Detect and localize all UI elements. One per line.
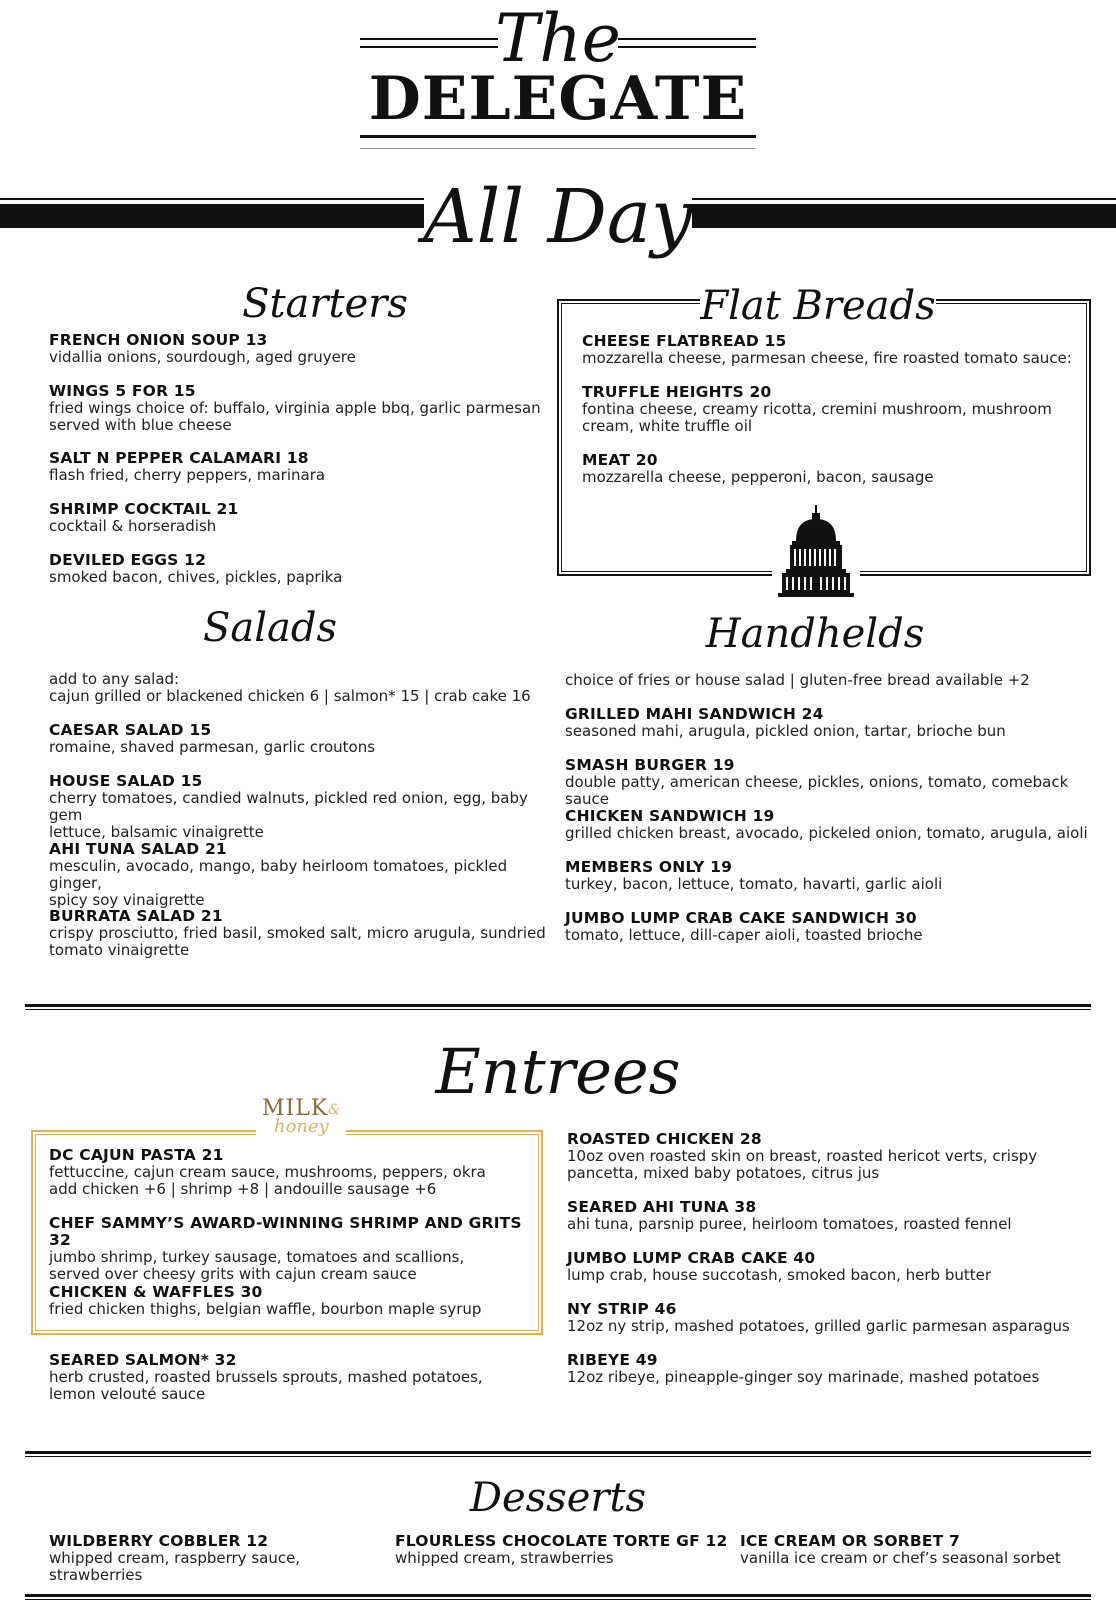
item-desc: pancetta, mixed baby potatoes, citrus jus [567, 1164, 880, 1182]
item-name: TRUFFLE HEIGHTS 20 [582, 383, 772, 401]
bottom-divider [25, 1594, 1091, 1600]
flatbreads-title: Flat Breads [700, 283, 936, 329]
menu-item [49, 773, 549, 841]
menu-item [565, 757, 1100, 808]
item-desc: tomato, lettuce, dill-caper aioli, toasted brioche [565, 926, 923, 944]
salad-addon [49, 671, 549, 705]
menu-title: All Day [423, 174, 693, 260]
item-desc: served over cheesy grits with cajun cream sauce [49, 1265, 417, 1283]
item-desc: jumbo shrimp, turkey sausage, tomatoes and scallions, [49, 1248, 465, 1266]
item-name: JUMBO LUMP CRAB CAKE SANDWICH 30 [565, 909, 917, 927]
item-desc: herb crusted, roasted brussels sprouts, mashed potatoes, [49, 1368, 483, 1386]
menu-item [49, 1147, 539, 1198]
logo-rule [360, 38, 498, 40]
item-name: RIBEYE 49 [567, 1351, 658, 1369]
item-desc: lump crab, house succotash, smoked bacon, herb butter [567, 1266, 991, 1284]
item-name: JUMBO LUMP CRAB CAKE 40 [567, 1249, 816, 1267]
menu-item [49, 1215, 539, 1283]
handhelds-title: Handhelds [705, 611, 925, 657]
menu-item [49, 1533, 389, 1584]
item-name: ROASTED CHICKEN 28 [567, 1130, 762, 1148]
item-desc: ahi tuna, parsnip puree, heirloom tomatoes, roasted fennel [567, 1215, 1012, 1233]
addon-intro: add to any salad: [49, 670, 180, 688]
item-name: GRILLED MAHI SANDWICH 24 [565, 705, 824, 723]
honey-text: honey [274, 1116, 329, 1137]
item-name: DEVILED EGGS 12 [49, 551, 207, 569]
item-desc: turkey, bacon, lettuce, tomato, havarti, garlic aioli [565, 875, 943, 893]
logo-rule [360, 148, 756, 149]
item-desc: 10oz oven roasted skin on breast, roasted hericot verts, crispy [567, 1147, 1038, 1165]
milk-text: MILK [262, 1096, 329, 1121]
item-desc: vidallia onions, sourdough, aged gruyere [49, 348, 356, 366]
logo-the: The [495, 0, 621, 77]
menu-item [582, 333, 1082, 367]
amp-text: & [328, 1102, 341, 1118]
item-desc: spicy soy vinaigrette [49, 891, 205, 909]
item-name: SEARED SALMON* 32 [49, 1351, 237, 1369]
item-desc: cherry tomatoes, candied walnuts, pickled red onion, egg, baby gem [49, 789, 528, 824]
item-desc: fontina cheese, creamy ricotta, cremini mushroom, mushroom [582, 400, 1052, 418]
menu-item [395, 1533, 735, 1567]
handhelds-note [565, 672, 1100, 689]
menu-item [565, 808, 1100, 842]
item-desc: seasoned mahi, arugula, pickled onion, tartar, brioche bun [565, 722, 1006, 740]
menu-item [49, 332, 549, 366]
item-desc: add chicken +6 | shrimp +8 | andouille sausage +6 [49, 1180, 437, 1198]
item-name: SEARED AHI TUNA 38 [567, 1198, 757, 1216]
item-name: BURRATA SALAD 21 [49, 907, 223, 925]
menu-item [582, 384, 1082, 435]
item-desc: cocktail & horseradish [49, 517, 217, 535]
item-desc: tomato vinaigrette [49, 941, 190, 959]
item-name: MEAT 20 [582, 451, 658, 469]
item-name: WINGS 5 FOR 15 [49, 382, 196, 400]
menu-item [49, 552, 549, 586]
starters-title: Starters [242, 281, 408, 327]
item-desc: fettuccine, cajun cream sauce, mushrooms, peppers, okra [49, 1163, 486, 1181]
logo-name: DELEGATE [368, 64, 748, 134]
item-desc: 12oz ny strip, mashed potatoes, grilled garlic parmesan asparagus [567, 1317, 1070, 1335]
item-desc: double patty, american cheese, pickles, onions, tomato, comeback sauce [565, 773, 1069, 808]
item-name: SMASH BURGER 19 [565, 756, 735, 774]
item-name: CHICKEN & WAFFLES 30 [49, 1283, 263, 1301]
item-name: CHEF SAMMY’S AWARD-WINNING SHRIMP AND GRITS 32 [49, 1214, 522, 1249]
item-desc: grilled chicken breast, avocado, pickeled onion, tomato, arugula, aioli [565, 824, 1088, 842]
logo-rule [618, 38, 756, 40]
item-desc: lemon velouté sauce [49, 1385, 206, 1403]
item-desc: fried chicken thighs, belgian waffle, bourbon maple syrup [49, 1300, 482, 1318]
item-desc: vanilla ice cream or chef’s seasonal sorbet [740, 1549, 1061, 1567]
handhelds-note-text: choice of fries or house salad | gluten-free bread available +2 [565, 671, 1030, 689]
capitol-dome-icon [772, 505, 860, 609]
item-desc: romaine, shaved parmesan, garlic croutons [49, 738, 376, 756]
item-desc: flash fried, cherry peppers, marinara [49, 466, 326, 484]
item-name: CAESAR SALAD 15 [49, 721, 212, 739]
item-desc: lettuce, balsamic vinaigrette [49, 823, 264, 841]
item-name: ICE CREAM OR SORBET 7 [740, 1532, 960, 1550]
item-desc: cream, white truffle oil [582, 417, 753, 435]
item-desc: crispy prosciutto, fried basil, smoked salt, micro arugula, sundried [49, 924, 546, 942]
item-desc: 12oz ribeye, pineapple-ginger soy marinade, mashed potatoes [567, 1368, 1040, 1386]
menu-item [567, 1131, 1102, 1182]
item-name: SHRIMP COCKTAIL 21 [49, 500, 239, 518]
menu-item [49, 1352, 539, 1403]
item-name: CHEESE FLATBREAD 15 [582, 332, 787, 350]
menu-item [582, 452, 1082, 486]
menu-item [49, 501, 549, 535]
menu-item [567, 1352, 1102, 1386]
item-desc: mozzarella cheese, parmesan cheese, fire roasted tomato sauce: [582, 349, 1072, 367]
section-divider [25, 1451, 1091, 1457]
item-desc: smoked bacon, chives, pickles, paprika [49, 568, 343, 586]
item-name: HOUSE SALAD 15 [49, 772, 203, 790]
menu-item [565, 910, 1100, 944]
menu-item [49, 1284, 539, 1318]
item-desc: fried wings choice of: buffalo, virginia apple bbq, garlic parmesan [49, 399, 541, 417]
item-desc: whipped cream, strawberries [395, 1549, 614, 1567]
item-name: FRENCH ONION SOUP 13 [49, 331, 268, 349]
menu-item [565, 859, 1100, 893]
milk-honey-logo [256, 1096, 346, 1142]
menu-item [49, 908, 549, 959]
logo-rule [360, 135, 756, 138]
item-name: AHI TUNA SALAD 21 [49, 840, 227, 858]
menu-item [740, 1533, 1100, 1567]
menu-item [567, 1301, 1102, 1335]
menu-item [567, 1199, 1102, 1233]
menu-item [565, 706, 1100, 740]
logo-rule [360, 46, 498, 48]
item-name: NY STRIP 46 [567, 1300, 677, 1318]
menu-item [49, 450, 549, 484]
item-desc: whipped cream, raspberry sauce, strawberries [49, 1549, 301, 1584]
item-name: SALT N PEPPER CALAMARI 18 [49, 449, 309, 467]
item-name: WILDBERRY COBBLER 12 [49, 1532, 269, 1550]
entrees-title: Entrees [435, 1035, 681, 1108]
item-desc: served with blue cheese [49, 416, 232, 434]
item-desc: mesculin, avocado, mango, baby heirloom tomatoes, pickled ginger, [49, 857, 508, 892]
menu-item [567, 1250, 1102, 1284]
item-name: FLOURLESS CHOCOLATE TORTE GF 12 [395, 1532, 728, 1550]
item-name: DC CAJUN PASTA 21 [49, 1146, 224, 1164]
menu-item [49, 722, 549, 756]
item-name: CHICKEN SANDWICH 19 [565, 807, 775, 825]
menu-item [49, 841, 549, 909]
logo-rule [618, 46, 756, 48]
item-desc: mozzarella cheese, pepperoni, bacon, sausage [582, 468, 934, 486]
item-name: MEMBERS ONLY 19 [565, 858, 733, 876]
desserts-title: Desserts [469, 1475, 647, 1521]
salads-title: Salads [202, 605, 338, 651]
addon-options: cajun grilled or blackened chicken 6 | salmon* 15 | crab cake 16 [49, 687, 531, 705]
section-divider [25, 1004, 1091, 1010]
menu-item [49, 383, 549, 434]
